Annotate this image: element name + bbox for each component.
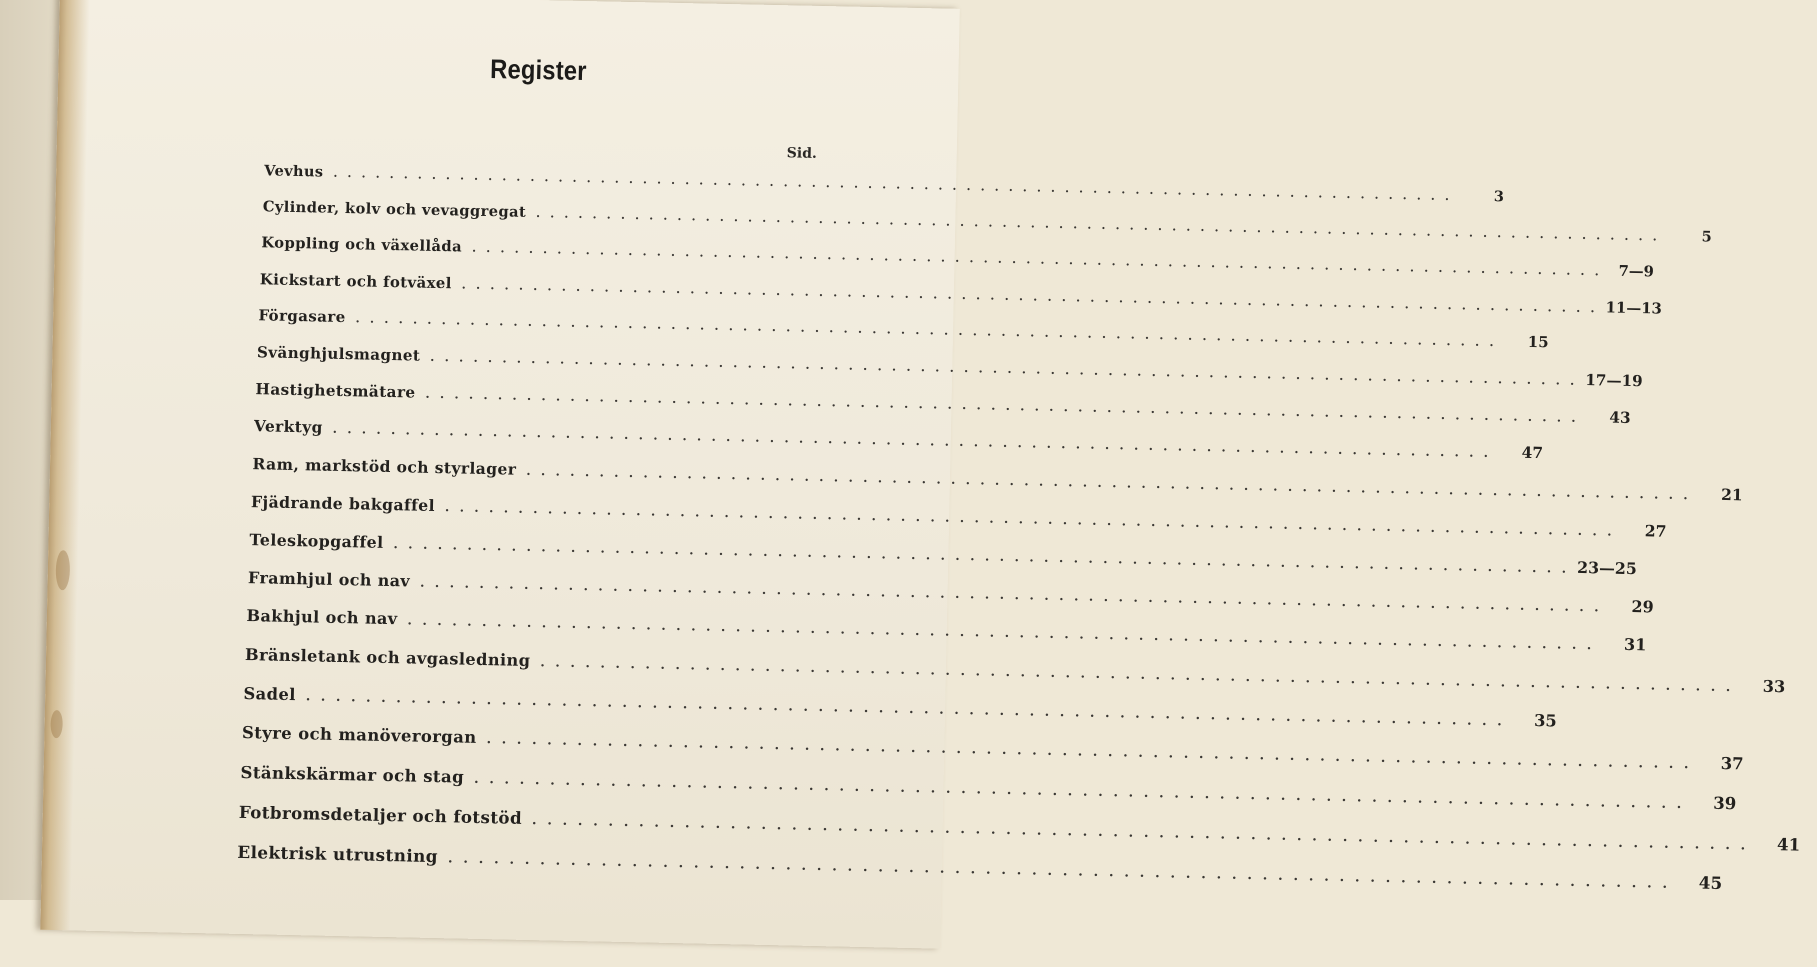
index-entry	[249, 530, 1638, 579]
dot-leader: . . . . . . . . . . . . . . . . . . . . . . . . . . . . . . . . . . . . . . . . . . . . . . . . . . . . . . . . . . . . . . . . . . . . . . . . . . . . . . . .	[531, 811, 1749, 854]
entry-label: Framhjul och nav	[247, 568, 411, 591]
dot-leader: . . . . . . . . . . . . . . . . . . . . . . . . . . . . . . . . . . . . . . . . . . . . . . . . . . . . . . . . . . . . . . . . . . . . . . . . . . . . . . . .	[407, 613, 1595, 654]
entry-page-number: 11—13	[1605, 298, 1663, 318]
index-entry	[246, 606, 1647, 655]
entry-page-number: 35	[1533, 710, 1557, 731]
entry-label: Förgasare	[258, 306, 346, 327]
entry-label: Vevhus	[264, 162, 324, 181]
index-entry	[237, 841, 1723, 893]
entry-page-number: 23—25	[1576, 557, 1638, 579]
index-entry	[256, 343, 1643, 391]
dot-leader: . . . . . . . . . . . . . . . . . . . . . . . . . . . . . . . . . . . . . . . . . . . . . . . . . . . . . . . . . . . . . . . . . . . . . . . . . . . . . . . .	[305, 689, 1505, 730]
entry-label: Cylinder, kolv och vevaggregat	[262, 198, 527, 221]
index-entry	[240, 762, 1737, 814]
entry-page-number: 7—9	[1618, 262, 1655, 281]
dot-leader: . . . . . . . . . . . . . . . . . . . . . . . . . . . . . . . . . . . . . . . . . . . . . . . . . . . . . . . . . . . . . . . . . . . . . . . . . . . . . . . .	[332, 420, 1492, 461]
index-entry	[258, 306, 1549, 352]
dot-leader: . . . . . . . . . . . . . . . . . . . . . . . . . . . . . . . . . . . . . . . . . . . . . . . . . . . . . . . . . . . . . . . . . . . . . . . . . . . . . . . .	[461, 277, 1598, 316]
entry-page-number: 37	[1720, 753, 1744, 774]
dot-leader: . . . . . . . . . . . . . . . . . . . . . . . . . . . . . . . . . . . . . . . . . . . . . . . . . . . . . . . . . . . . . . . . . . . . . . . . . . . . . . . .	[473, 772, 1685, 813]
entry-page-number: 5	[1701, 228, 1712, 246]
entry-page-number: 3	[1493, 188, 1505, 206]
dot-leader: . . . . . . . . . . . . . . . . . . . . . . . . . . . . . . . . . . . . . . . . . . . . . . . . . . . . . . . . . . . . . . . . . . . . . . . . . . . . . . . .	[355, 311, 1497, 350]
entry-page-number: 39	[1713, 793, 1737, 814]
entry-page-number: 47	[1521, 443, 1544, 463]
entry-page-number: 31	[1623, 635, 1647, 655]
entry-page-number: 15	[1527, 333, 1549, 352]
index-entry	[261, 233, 1655, 281]
dot-leader: . . . . . . . . . . . . . . . . . . . . . . . . . . . . . . . . . . . . . . . . . . . . . . . . . . . . . . . . . . . . . . . . . . . . . . . . . . . . . . . .	[535, 205, 1660, 244]
index-entry	[253, 417, 1544, 463]
page-title: Register	[489, 54, 587, 87]
entry-page-number: 33	[1762, 676, 1786, 697]
entry-page-number: 45	[1698, 872, 1723, 893]
dot-leader: . . . . . . . . . . . . . . . . . . . . . . . . . . . . . . . . . . . . . . . . . . . . . . . . . . . . . . . . . . . . . . . . . . . . . . . . . . . . . . . .	[447, 849, 1671, 892]
entry-label: Ram, markstöd och styrlager	[252, 454, 517, 480]
index-entry	[243, 683, 1557, 731]
index-entry	[250, 492, 1667, 541]
entry-label: Bränsletank och avgasledning	[244, 645, 531, 671]
entry-label: Teleskopgaffel	[249, 530, 384, 552]
dot-leader: . . . . . . . . . . . . . . . . . . . . . . . . . . . . . . . . . . . . . . . . . . . . . . . . . . . . . . . . . . . . . . . . . . . . . . . . . . . . . . . .	[486, 732, 1692, 773]
entry-label: Sadel	[243, 683, 297, 704]
dot-leader: . . . . . . . . . . . . . . . . . . . . . . . . . . . . . . . . . . . . . . . . . . . . . . . . . . . . . . . . . . . . . . . . . . . . . . . . . . . . . . . .	[471, 240, 1602, 279]
dot-leader: . . . . . . . . . . . . . . . . . . . . . . . . . . . . . . . . . . . . . . . . . . . . . . . . . . . . . . . . . . . . . . . . . . . . . . . . . . . . . . . .	[333, 165, 1453, 204]
entry-label: Svänghjulsmagnet	[256, 343, 421, 365]
dot-leader: . . . . . . . . . . . . . . . . . . . . . . . . . . . . . . . . . . . . . . . . . . . . . . . . . . . . . . . . . . . . . . . . . . . . . . . . . . . . . . . .	[419, 575, 1602, 616]
entry-page-number: 17—19	[1585, 371, 1643, 391]
index-page	[40, 0, 1801, 949]
entry-page-number: 43	[1609, 408, 1631, 427]
dot-leader: . . . . . . . . . . . . . . . . . . . . . . . . . . . . . . . . . . . . . . . . . . . . . . . . . . . . . . . . . . . . . . . . . . . . . . . . . . . . . . . .	[444, 499, 1615, 539]
entry-label: Bakhjul och nav	[246, 606, 398, 629]
index-entry	[264, 162, 1505, 206]
entry-page-number: 29	[1631, 597, 1654, 617]
entry-label: Verktyg	[253, 417, 323, 437]
entry-label: Fotbromsdetaljer och fotstöd	[238, 801, 523, 828]
dot-leader: . . . . . . . . . . . . . . . . . . . . . . . . . . . . . . . . . . . . . . . . . . . . . . . . . . . . . . . . . . . . . . . . . . . . . . . . . . . . . . . .	[526, 463, 1691, 503]
index-entry	[255, 380, 1631, 427]
dot-leader: . . . . . . . . . . . . . . . . . . . . . . . . . . . . . . . . . . . . . . . . . . . . . . . . . . . . . . . . . . . . . . . . . . . . . . . . . . . . . . . .	[393, 536, 1570, 576]
entry-page-number: 41	[1776, 834, 1801, 855]
entry-page-number: 21	[1720, 485, 1743, 505]
entry-page-number: 27	[1644, 521, 1667, 541]
dot-leader: . . . . . . . . . . . . . . . . . . . . . . . . . . . . . . . . . . . . . . . . . . . . . . . . . . . . . . . . . . . . . . . . . . . . . . . . . . . . . . . .	[430, 349, 1578, 388]
entry-label: Elektrisk utrustning	[237, 841, 439, 866]
dot-leader: . . . . . . . . . . . . . . . . . . . . . . . . . . . . . . . . . . . . . . . . . . . . . . . . . . . . . . . . . . . . . . . . . . . . . . . . . . . . . . . .	[425, 386, 1579, 425]
entry-label: Fjädrande bakgaffel	[250, 492, 436, 516]
dot-leader: . . . . . . . . . . . . . . . . . . . . . . . . . . . . . . . . . . . . . . . . . . . . . . . . . . . . . . . . . . . . . . . . . . . . . . . . . . . . . . . .	[540, 655, 1734, 696]
entry-label: Koppling och växellåda	[261, 233, 463, 256]
entry-label: Hastighetsmätare	[255, 380, 416, 402]
entry-label: Stänkskärmar och stag	[240, 762, 465, 787]
entry-label: Kickstart och fotväxel	[259, 270, 452, 293]
index-entry	[241, 722, 1744, 774]
page-column-label: Sid.	[786, 145, 817, 162]
entry-label: Styre och manöverorgan	[241, 722, 477, 747]
